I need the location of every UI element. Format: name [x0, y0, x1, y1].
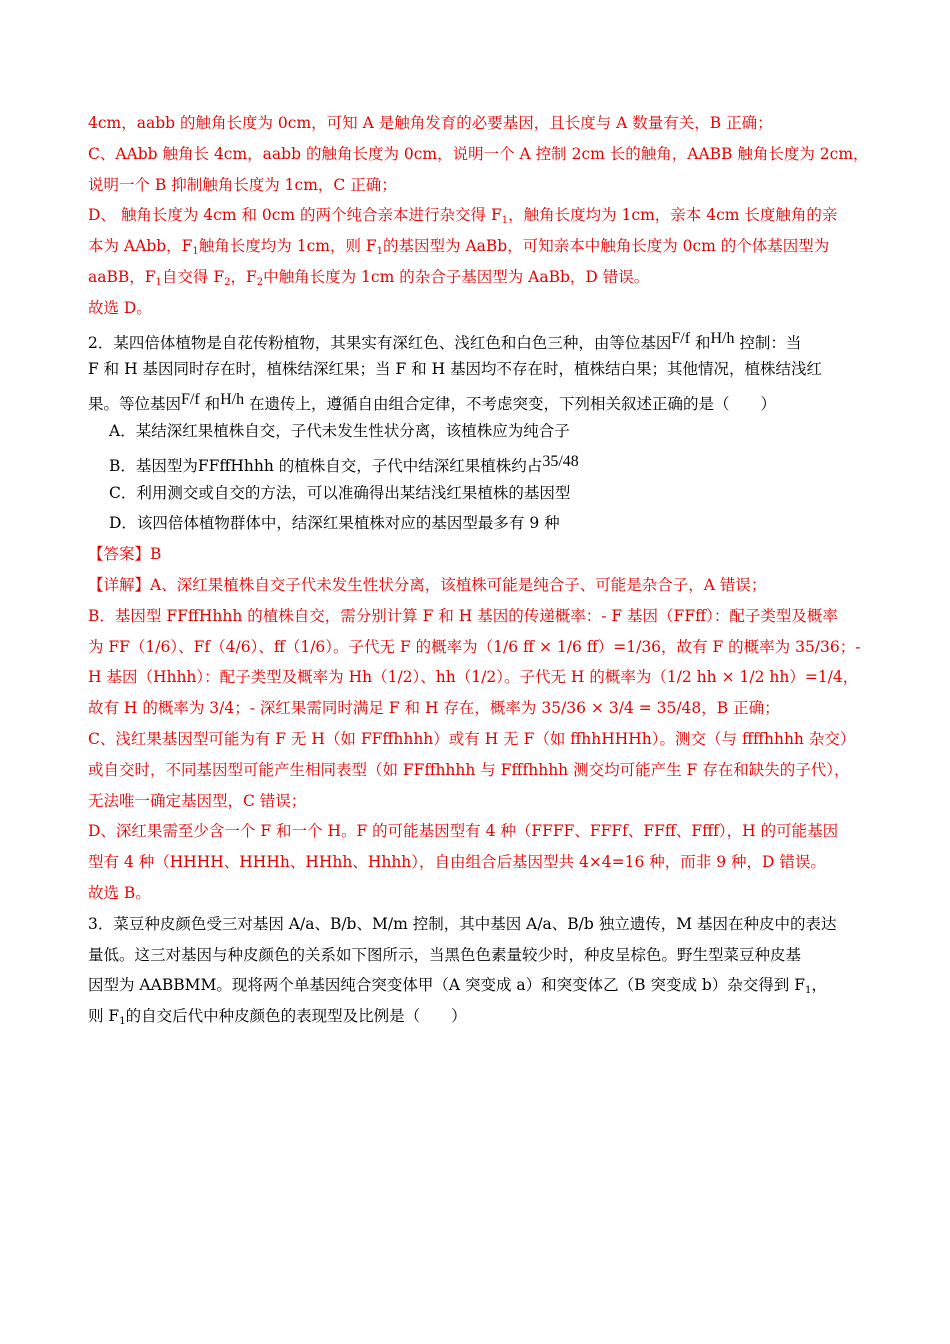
q2-option-d: D．该四倍体植物群体中，结深红果植株对应的基因型最多有 9 种: [109, 514, 560, 533]
q1-conclusion: 故选 D。: [88, 298, 152, 317]
fraction-35-48: 35/48: [542, 452, 579, 470]
q2-option-b: B．基因型为FFffHhhh 的植株自交，子代中结深红果植株约占35/48: [109, 452, 579, 475]
gene-hh-label: H/h: [220, 391, 245, 409]
q2-conclusion: 故选 B。: [88, 883, 151, 902]
q3-stem-line-4: 则 $F_1$的自交后代中种皮颜色的表现型及比例是（ ）: [88, 1007, 467, 1028]
q3-stem-line-3: 因型为 AABBMM。现将两个单基因纯合突变体甲（A 突变成 a）和突变体乙（B 突变成 b）杂交得到 $F_1$，: [88, 976, 827, 997]
q2-explanation-line-10: 型有 4 种（HHHH、HHHh、HHhh、Hhhh），自由组合后基因型共 4×4=16 种，而非 9 种，D 错误。: [88, 853, 826, 872]
q1-analysis-line-1: 4cm，aabb 的触角长度为 0cm，可知 A 是触角发育的必要基因，且长度与 A 数量有关，B 正确；: [88, 114, 773, 132]
q2-explanation-line-3: 为 FF（1/6）、Ff（4/6）、ff（1/6）。子代无 F 的概率为（1/6 ff × 1/6 ff）=1/36，故有 F 的概率为 35/36；-: [88, 637, 861, 656]
q1-analysis-line-2: C、AAbb 触角长 4cm，aabb 的触角长度为 0cm，说明一个 A 控制 2cm 长的触角，AABB 触角长度为 2cm，: [88, 144, 869, 163]
document-page: [88, 108, 868, 1032]
q3-stem-line-1: 3．菜豆种皮颜色受三对基因 A/a、B/b、M/m 控制，其中基因 A/a、B/b 独立遗传，M 基因在种皮中的表达: [88, 914, 837, 933]
q3-stem-line-2: 量低。这三对基因与种皮颜色的关系如下图所示，当黑色色素量较少时，种皮呈棕色。野生型菜豆种皮基: [88, 945, 802, 964]
q2-stem-line-2: F 和 H 基因同时存在时，植株结深红果；当 F 和 H 基因均不存在时，植株结白果；其他情况，植株结浅红: [88, 360, 823, 379]
q1-analysis-line-6: aaBB，$F_1$自交得 $F_2$，$F_2$中触角长度为 1cm 的杂合子基因型为 AaBb，D 错误。: [88, 267, 650, 288]
q2-explanation-line-5: 故有 H 的概率为 3/4；- 深红果需同时满足 F 和 H 存在，概率为 35/36 × 3/4 = 35/48，B 正确；: [88, 699, 780, 718]
q1-analysis-line-4: D、 触角长度为 4cm 和 0cm 的两个纯合亲本进行杂交得 $F_1$，触角长度均为 1cm，亲本 4cm 长度触角的亲: [88, 206, 838, 227]
q1-analysis-line-5: 本为 AAbb，$F_1$触角长度均为 1cm，则 $F_1$的基因型为 AaBb，可知亲本中触角长度为 0cm 的个体基因型为: [88, 237, 830, 258]
q2-explanation-line-7: 或自交时，不同基因型可能产生相同表型（如 FFffhhhh 与 Ffffhhhh 测交均可能产生 F 存在和缺失的子代），: [88, 760, 850, 779]
q2-explanation-line-4: H 基因（Hhhh）：配子类型及概率为 Hh（1/2）、hh（1/2）。子代无 H 的概率为（1/2 hh × 1/2 hh）=1/4，: [88, 668, 859, 687]
q2-option-a: A．某结深红果植株自交，子代未发生性状分离，该植株应为纯合子: [109, 421, 570, 440]
q2-stem-line-1: 2．某四倍体植物是自花传粉植物，其果实有深红色、浅红色和白色三种，由等位基因F/f 和H/h 控制：当: [88, 329, 802, 352]
q2-explanation-line-2: B．基因型 FFffHhhh 的植株自交，需分别计算 F 和 H 基因的传递概率：- F 基因（FFff）：配子类型及概率: [88, 606, 838, 625]
q2-stem-line-3: 果。等位基因F/f 和H/h 在遗传上，遵循自由组合定律，不考虑突变，下列相关叙述正确的是（ ）: [88, 391, 777, 414]
q2-explanation-line-6: C、浅红果基因型可能为有 F 无 H（如 FFffhhhh）或有 H 无 F（如 ffhhHHHh）。测交（与 ffffhhhh 杂交）: [88, 729, 856, 748]
gene-hh-label: H/h: [710, 329, 735, 347]
gene-ff-label: F/f: [671, 329, 691, 347]
q2-explanation-line-9: D、深红果需至少含一个 F 和一个 H。F 的可能基因型有 4 种（FFFF、FFFf、FFff、Ffff），H 的可能基因: [88, 822, 839, 841]
q1-analysis-line-3: 说明一个 B 抑制触角长度为 1cm，C 正确；: [88, 175, 397, 194]
q2-answer: 【答案】B: [88, 545, 162, 564]
q2-option-c: C．利用测交或自交的方法，可以准确得出某结浅红果植株的基因型: [109, 483, 571, 502]
q2-explanation-line-8: 无法唯一确定基因型，C 错误；: [88, 791, 307, 810]
q2-explanation-line-1: 【详解】A、深红果植株自交子代未发生性状分离，该植株可能是纯合子、可能是杂合子，A 错误；: [88, 575, 767, 594]
gene-ff-label: F/f: [181, 391, 200, 409]
